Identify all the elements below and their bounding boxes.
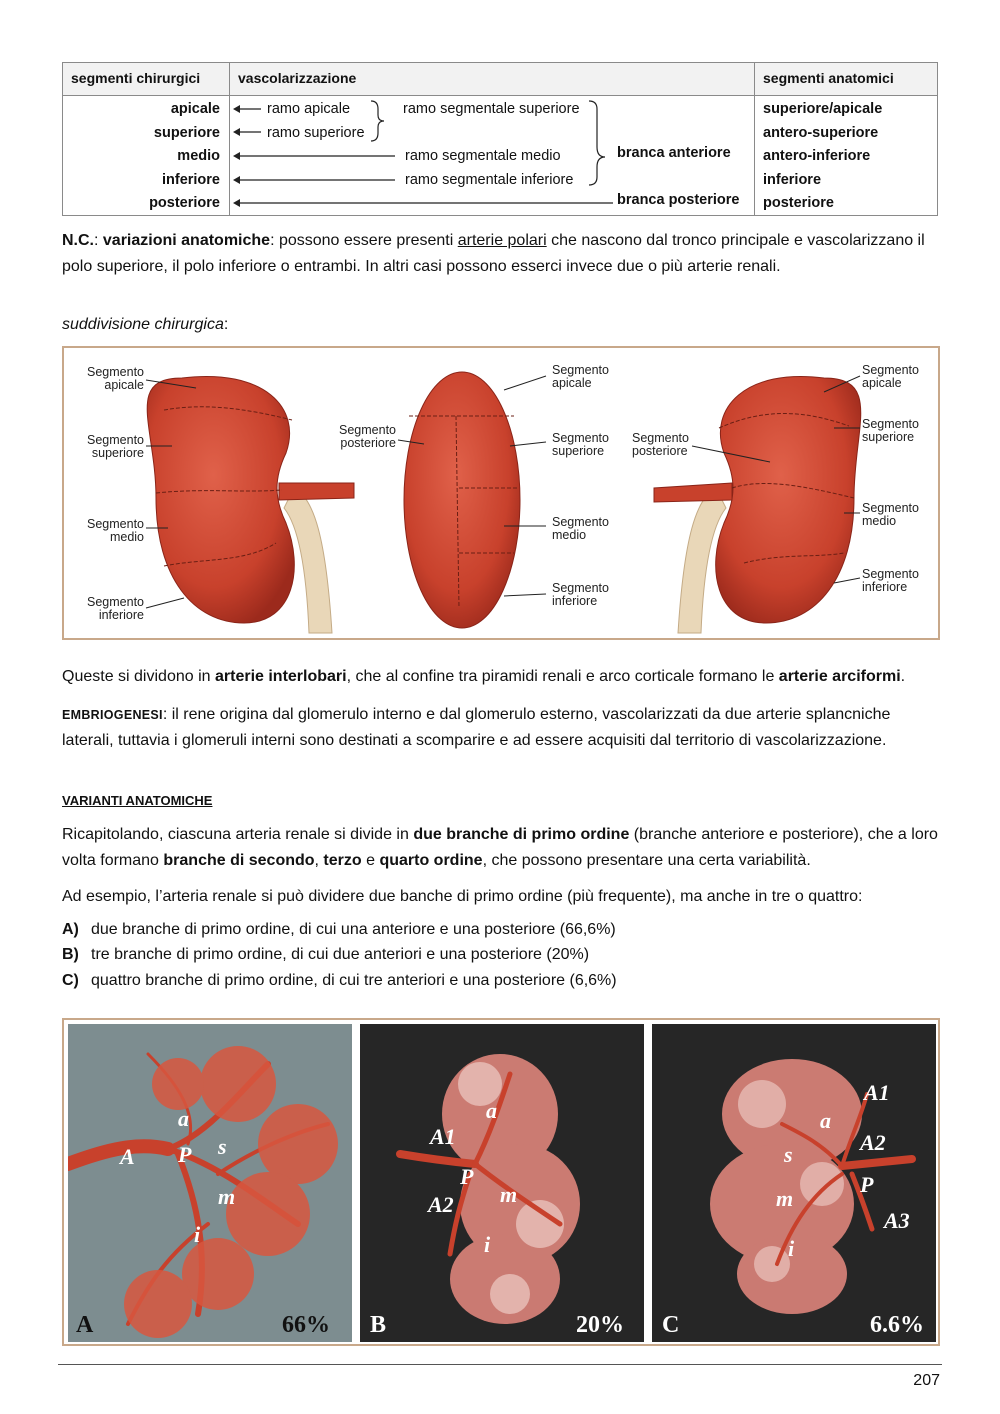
label-left-inferior: Segmento inferiore [87,595,144,622]
list-marker: A) [62,921,79,938]
cast-a-letter: A [120,1144,135,1169]
label-center-posterior: Segmento posteriore [339,423,396,450]
column-divider [754,63,755,215]
cast-b-letter: a [486,1098,497,1123]
recap-text: e [361,852,380,869]
variants-heading: VARIANTI ANATOMICHE [62,793,213,808]
recap-bold: quarto ordine [379,852,483,869]
surgical-segment: superiore [153,125,220,141]
branch-seg-superiore: ramo segmentale superiore [403,101,580,117]
branch-seg-inferiore: ramo segmentale inferiore [405,172,574,188]
surgical-caption-colon: : [223,316,229,333]
label-center-superior: Segmento superiore [552,431,609,458]
branch-posteriore: branca posteriore [617,192,740,208]
branch-ramo-superiore: ramo superiore [267,125,365,141]
branch-seg-medio: ramo segmentale medio [405,148,561,164]
cast-b-letter: A2 [428,1192,454,1217]
header-anatomical: segmenti anatomici [763,70,894,86]
label-left-medio: Segmento medio [87,517,144,544]
surgical-caption-text: suddivisione chirurgica [62,316,224,333]
nc-text: : possono essere presenti [270,232,458,249]
casts-figure [62,1018,940,1346]
cast-b-letter: A1 [430,1124,456,1149]
interlobar-bold: arterie arciformi [778,668,901,685]
list-item [62,918,616,942]
recap-paragraph [62,822,942,874]
cast-b-letter: i [484,1232,491,1257]
list-text: quattro branche di primo ordine, di cui tre anteriori e una posteriore (6,6%) [91,972,617,989]
cast-a-percent: 66% [282,1312,330,1338]
interlobar-paragraph [62,664,942,690]
cast-c-vessels [652,1024,936,1342]
branch-anteriore: branca anteriore [617,145,731,161]
embryo-text: : il rene origina dal glomerulo interno e dal glomerulo esterno, vascolarizzati da due arterie splancniche laterali, tuttavia i glomeruli interni sono destinati a scomparire e ad essere acquisiti dal territorio di vascolarizzazione. [62,706,891,749]
cast-c-letter: a [820,1108,831,1133]
kidneys-illustration [64,348,938,638]
surgical-segment: medio [177,148,220,164]
recap-bold: terzo [323,852,362,869]
interlobar-text: . [900,668,906,685]
nc-underlined: arterie polari [457,232,547,249]
cast-panel-b [360,1024,644,1342]
label-center-apical: Segmento apicale [552,363,609,390]
cast-c-letter: A1 [864,1080,890,1105]
nc-term: variazioni anatomiche [102,232,271,249]
nc-prefix: N.C. [62,232,94,249]
cast-panel-a [68,1024,352,1342]
list-item [62,943,589,967]
label-left-apical: Segmento apicale [87,365,144,392]
recap-text: Ricapitolando, ciascuna arteria renale si divide in [62,826,414,843]
cast-c-letter: A3 [884,1208,910,1233]
branch-ramo-apicale: ramo apicale [267,101,351,117]
cast-c-percent: 6.6% [870,1312,924,1338]
label-right-apical: Segmento apicale [862,363,919,390]
label-right-medio: Segmento medio [862,501,919,528]
interlobar-text: Queste si dividono in [62,668,215,685]
cast-c-letter: A2 [860,1130,886,1155]
interlobar-bold: arterie interlobari [214,668,347,685]
list-text: due branche di primo ordine, di cui una anteriore e una posteriore (66,6%) [91,921,616,938]
cast-b-panel-label: B [370,1312,387,1338]
embryo-paragraph [62,702,942,754]
cast-a-panel-label: A [76,1312,94,1338]
cast-a-letter: s [218,1134,227,1159]
cast-b-letter: m [500,1182,518,1207]
label-center-medio: Segmento medio [552,515,609,542]
footer-divider [58,1364,942,1365]
anatomical-segment: posteriore [763,195,834,211]
cast-c-panel-label: C [662,1312,680,1338]
interlobar-text: , che al confine tra piramidi renali e arco corticale formano le [346,668,779,685]
label-right-posterior: Segmento posteriore [632,431,689,458]
header-vascular: vascolarizzazione [238,70,357,86]
header-surgical: segmenti chirurgici [71,70,201,86]
cast-a-letter: a [178,1106,189,1131]
cast-a-letter: m [218,1184,236,1209]
nc-paragraph: N.C.: variazioni anatomiche: possono essere presenti arterie polari che nascono dal tronco principale e vascolarizzano il polo superiore, il polo inferiore o entrambi. In altri casi possono esserci invece due o più arterie renali. [62,232,925,275]
cast-c-letter: P [860,1172,874,1197]
cast-panel-c [652,1024,936,1342]
embryo-label: EMBRIOGENESI [62,708,163,722]
recap-text: , che possono presentare una certa variabilità. [482,852,811,869]
surgical-segments-figure [62,346,940,640]
label-left-superior: Segmento superiore [87,433,144,460]
anatomical-segment: superiore/apicale [763,101,883,117]
cast-a-letter: P [178,1142,192,1167]
example-paragraph: Ad esempio, l’arteria renale si può dividere due banche di primo ordine (più frequente), ma anche in tre o quattro: [62,888,863,905]
surgical-segment: posteriore [149,195,220,211]
cast-c-letter: m [776,1186,794,1211]
anatomical-segment: antero-superiore [763,125,879,141]
cast-c-letter: s [784,1142,793,1167]
label-right-inferior: Segmento inferiore [862,567,919,594]
nc-text: che nascono dal tronco principale e vascolarizzano il polo superiore, il polo inferiore o entrambi. In altri casi possono esserci invece due o più arterie renali. [62,232,925,275]
cast-a-letter: i [194,1222,201,1247]
cast-b-percent: 20% [576,1312,624,1338]
list-marker: B) [62,946,79,963]
cast-b-letter: P [460,1164,474,1189]
page-number: 207 [913,1372,940,1389]
recap-text: , [314,852,324,869]
surgical-caption [62,312,942,338]
anatomical-segment: inferiore [763,172,822,188]
cast-a-vessels [68,1024,352,1342]
label-right-superior: Segmento superiore [862,417,919,444]
list-marker: C) [62,972,79,989]
recap-bold: due branche di primo ordine [413,826,630,843]
list-item [62,969,617,993]
cast-c-letter: i [788,1236,795,1261]
surgical-segment: apicale [170,101,220,117]
surgical-segment: inferiore [161,172,220,188]
list-text: tre branche di primo ordine, di cui due anteriori e una posteriore (20%) [91,946,590,963]
recap-bold: branche di secondo [163,852,315,869]
anatomical-segment: antero-inferiore [763,148,871,164]
segments-table [62,62,938,216]
recap-text: (branche anteriore e posteriore), che a loro volta formano [62,826,938,869]
label-center-inferior: Segmento inferiore [552,581,609,608]
